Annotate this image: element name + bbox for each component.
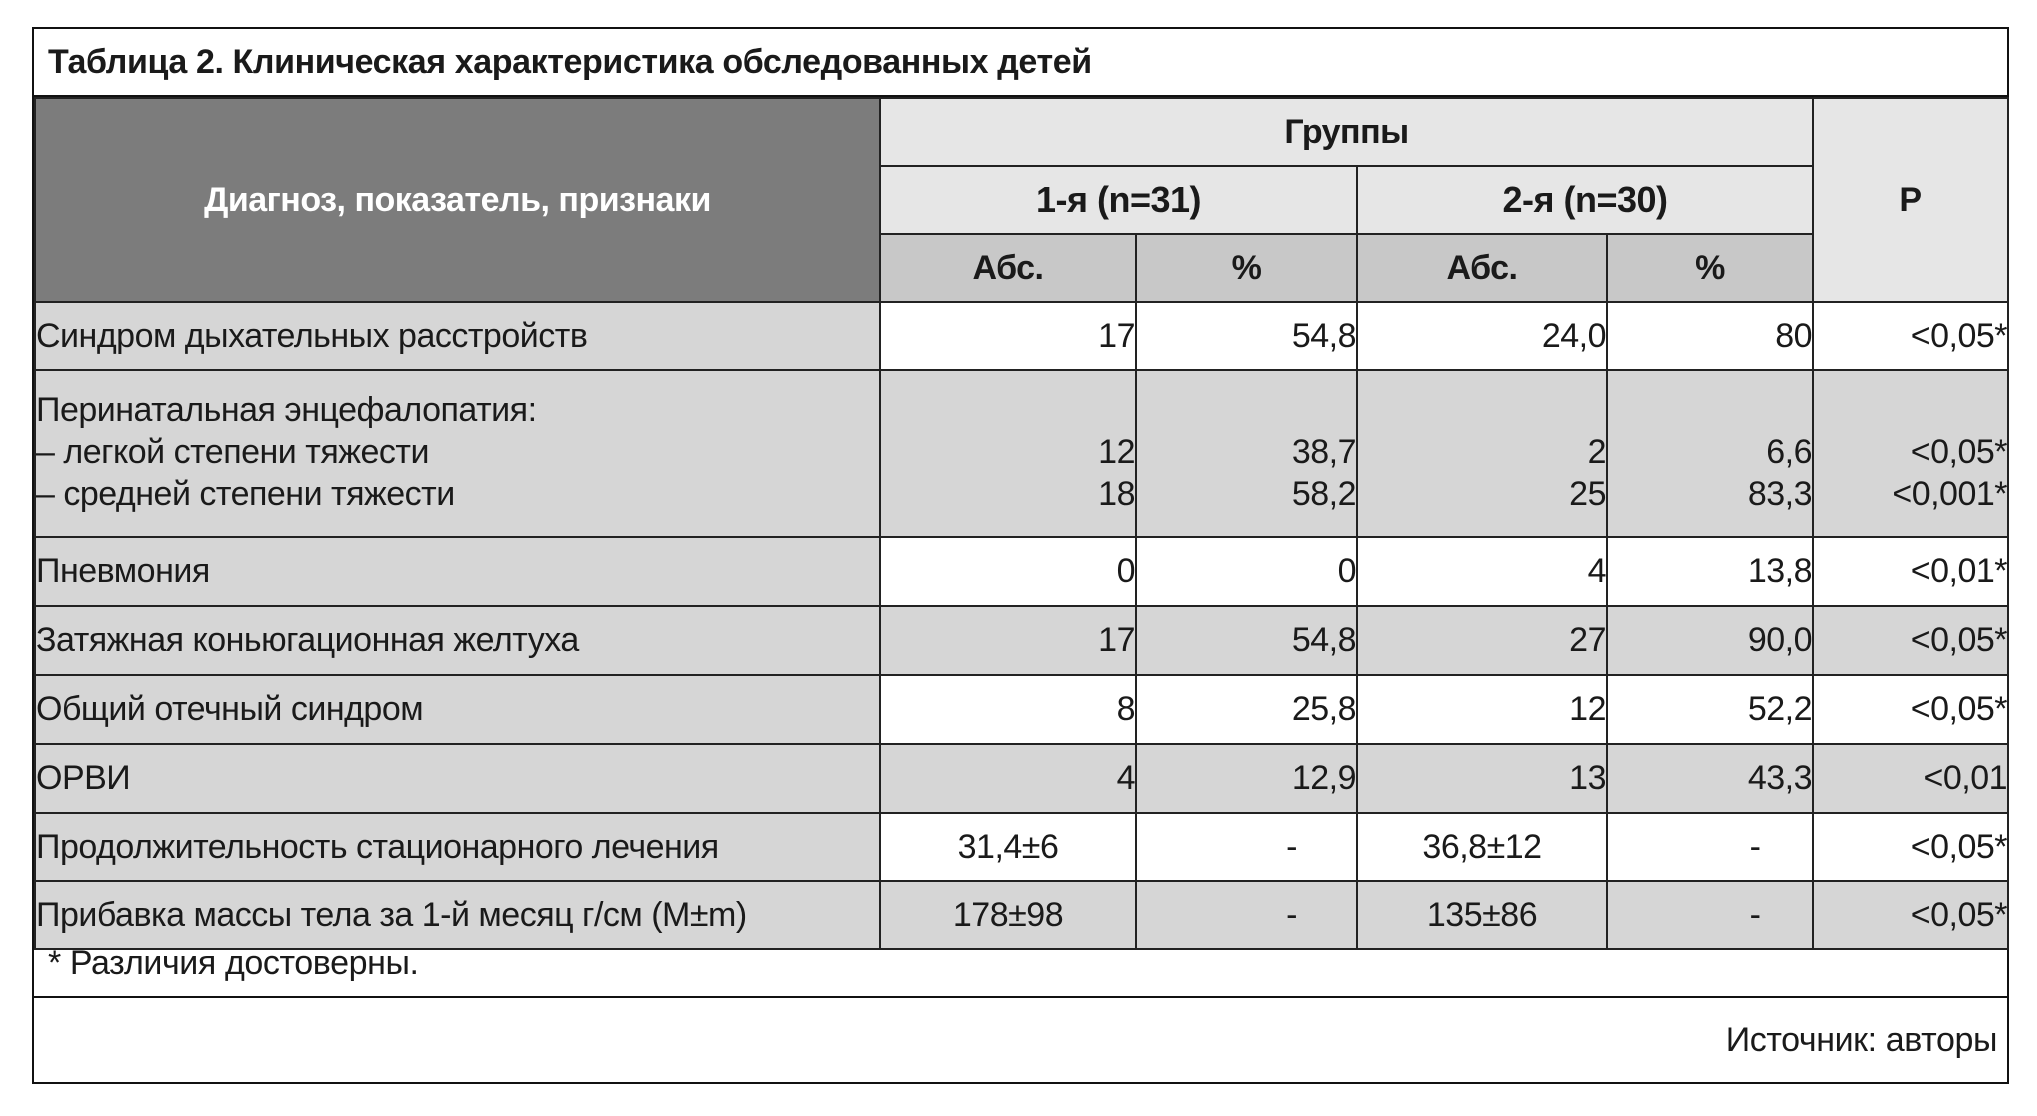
table-title: Таблица 2. Клиническая характеристика обследованных детей (34, 29, 2007, 97)
p-value-cell: <0,05* (1813, 813, 2008, 881)
table-row (35, 537, 2008, 606)
row-label-main: Перинатальная энцефалопатия: (36, 391, 537, 429)
header-diagnosis: Диагноз, показатель, признаки (35, 98, 880, 302)
value-line-1: <0,05* (1910, 433, 2008, 471)
g1-abs-cell: 4 (880, 744, 1136, 813)
row-label: Пневмония (35, 537, 880, 606)
g1-abs-cell: 17 (880, 302, 1136, 370)
g2-pct-cell: 43,3 (1607, 744, 1813, 813)
g1-pct-cell: 0 (1136, 537, 1357, 606)
g1-pct-cell: - (1136, 813, 1357, 881)
g1-abs-cell: 31,4±6 (880, 813, 1136, 881)
table-row (35, 606, 2008, 675)
g1-pct-cell (1136, 370, 1357, 537)
g1-pct-cell: 54,8 (1136, 606, 1357, 675)
p-value-cell: <0,01* (1813, 537, 2008, 606)
g2-pct-cell (1607, 370, 1813, 537)
g2-abs-cell: 4 (1357, 537, 1607, 606)
header-p-value: Р (1813, 98, 2008, 302)
g1-pct-cell: - (1136, 881, 1357, 949)
g2-abs-cell: 135±86 (1357, 881, 1607, 949)
g2-abs-cell: 36,8±12 (1357, 813, 1607, 881)
table-footnote: * Различия достоверны. (34, 930, 2007, 998)
g2-pct-cell: - (1607, 881, 1813, 949)
table-row (35, 302, 2008, 370)
g2-pct-cell: 90,0 (1607, 606, 1813, 675)
p-value-cell: <0,01 (1813, 744, 2008, 813)
clinical-characteristics-table (34, 97, 2009, 950)
header-g2-pct: % (1607, 234, 1813, 302)
header-g1-abs: Абс. (880, 234, 1136, 302)
table-frame (32, 27, 2009, 1084)
header-group-1: 1-я (n=31) (880, 166, 1357, 234)
g1-pct-cell: 12,9 (1136, 744, 1357, 813)
table-row (35, 744, 2008, 813)
row-label (35, 370, 880, 537)
table-row (35, 370, 2008, 537)
header-g2-abs: Абс. (1357, 234, 1607, 302)
row-label: Затяжная коньюгационная желтуха (35, 606, 880, 675)
value-line-1: 6,6 (1766, 433, 1813, 471)
g2-pct-cell: 13,8 (1607, 537, 1813, 606)
value-line-2: 18 (1098, 475, 1135, 513)
row-label-sub-1: – легкой степени тяжести (36, 433, 429, 471)
p-value-cell: <0,05* (1813, 606, 2008, 675)
header-g1-pct: % (1136, 234, 1357, 302)
g1-abs-cell: 17 (880, 606, 1136, 675)
table-source: Источник: авторы (1725, 1021, 1997, 1059)
row-label: Синдром дыхательных расстройств (35, 302, 880, 370)
row-label: Общий отечный синдром (35, 675, 880, 744)
header-groups: Группы (880, 98, 1813, 166)
row-label-sub-2: – средней степени тяжести (36, 475, 455, 513)
value-line-2: <0,001* (1892, 475, 2008, 513)
value-line-2: 83,3 (1747, 475, 1813, 513)
header-group-2: 2-я (n=30) (1357, 166, 1813, 234)
p-value-cell: <0,05* (1813, 881, 2008, 949)
g1-abs-cell (880, 370, 1136, 537)
g1-abs-cell: 178±98 (880, 881, 1136, 949)
value-line-1: 2 (1587, 433, 1606, 471)
g2-abs-cell: 24,0 (1357, 302, 1607, 370)
g1-pct-cell: 25,8 (1136, 675, 1357, 744)
p-value-cell: <0,05* (1813, 675, 2008, 744)
g2-pct-cell: 52,2 (1607, 675, 1813, 744)
g2-pct-cell: 80 (1607, 302, 1813, 370)
g2-pct-cell: - (1607, 813, 1813, 881)
row-label: Прибавка массы тела за 1-й месяц г/см (M±m) (35, 881, 880, 949)
value-line-1: 12 (1098, 433, 1135, 471)
g1-pct-cell: 54,8 (1136, 302, 1357, 370)
p-value-cell: <0,05* (1813, 302, 2008, 370)
row-label: ОРВИ (35, 744, 880, 813)
table-row (35, 675, 2008, 744)
g1-abs-cell: 8 (880, 675, 1136, 744)
row-label: Продолжительность стационарного лечения (35, 813, 880, 881)
table-row (35, 813, 2008, 881)
p-value-cell (1813, 370, 2008, 537)
g2-abs-cell: 13 (1357, 744, 1607, 813)
g2-abs-cell: 12 (1357, 675, 1607, 744)
value-line-2: 58,2 (1291, 475, 1356, 513)
value-line-2: 25 (1569, 475, 1606, 513)
g1-abs-cell: 0 (880, 537, 1136, 606)
g2-abs-cell: 27 (1357, 606, 1607, 675)
value-line-1: 38,7 (1291, 433, 1356, 471)
g2-abs-cell (1357, 370, 1607, 537)
